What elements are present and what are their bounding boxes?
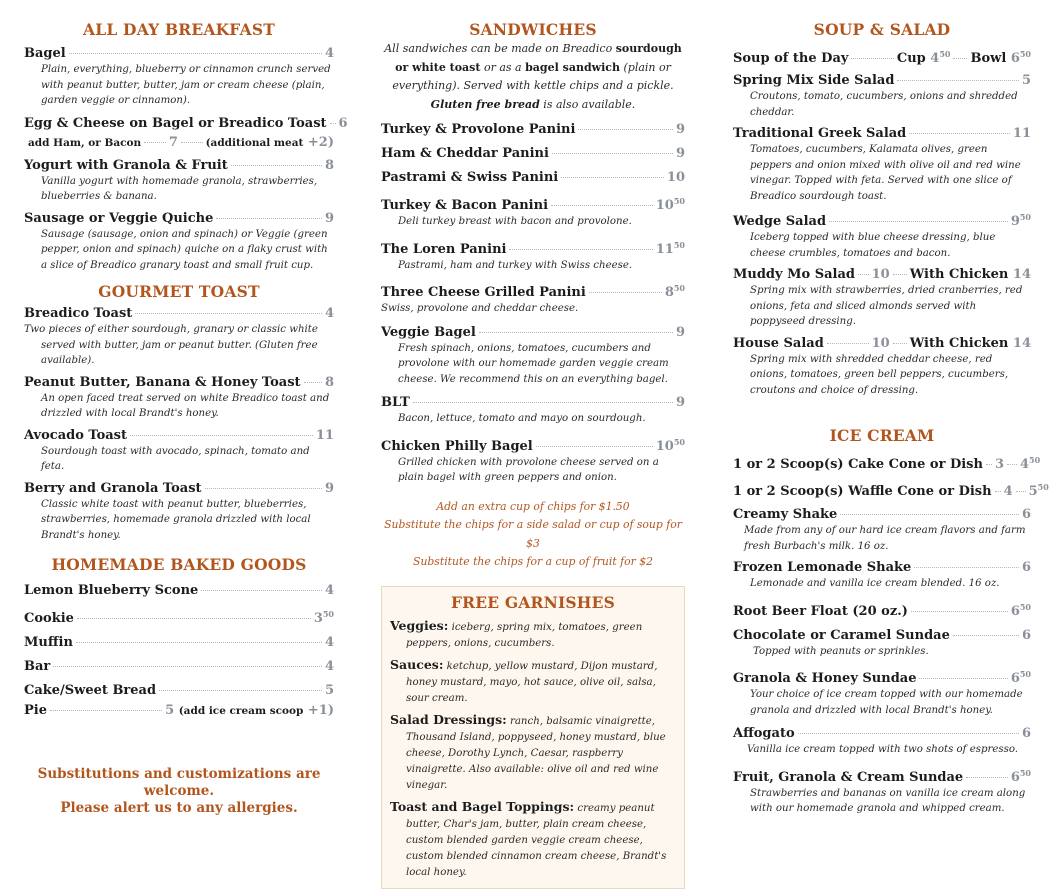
item-description: Swiss, provolone and cheddar cheese. [381,303,579,314]
item-name: Avocado Toast [24,427,128,443]
item-description: Deli turkey breast with bacon and provolone. [398,216,632,227]
item-name: Granola & Honey Sundae [733,671,917,686]
dot-leader [413,402,673,403]
menu-item-affogato [733,725,1031,758]
item-price: 8 [324,374,334,390]
item-price: 6 [1021,560,1031,575]
item-name: Spring Mix Side Salad [733,73,895,88]
dot-leader [909,133,1010,134]
cup-label: Cup [896,51,926,66]
item-name: Soup of the Day [733,51,849,66]
item-description: Pastrami, ham and turkey with Swiss cheese. [398,259,633,271]
item-description: Strawberries and bananas on vanilla ice cream along with our homemade granola and whipped cream. [750,787,1026,814]
chicken-price: 14 [1012,335,1031,351]
item-price: 9 [675,324,685,340]
item-name: Chicken Philly Bagel [381,438,533,454]
item-description: Classic white toast with peanut butter, blueberries, strawberries, homemade granola drizzled with local Brandt's honey. [41,498,311,541]
addon-extra-price: +2) [307,134,334,150]
menu-item-fruit-sundae [733,765,1031,817]
price-one-scoop: 4 [1003,484,1013,499]
garnish-item: Veggies: iceberg, spring mix, tomatoes, green peppers, onions, cucumbers. [390,617,643,649]
dot-leader [919,678,1007,679]
item-name: Berry and Granola Toast [24,480,202,496]
item-name: The Loren Panini [381,241,507,257]
item-name: Chocolate or Caramel Sundae [733,627,950,643]
item-name: Egg & Cheese on Bagel or Breadico Toast [24,115,327,131]
dot-leader [536,446,653,447]
dot-leader [216,218,322,219]
item-name: Turkey & Bacon Panini [381,198,549,213]
item-name: Veggie Bagel [381,324,476,340]
item-price: $10^{50}$ [655,196,685,213]
menu-item-loren [381,237,685,274]
sandwich-extras [381,498,685,572]
menu-item-veggie-bagel [381,324,685,388]
item-name: Lemon Blueberry Scone [24,583,199,598]
addon-extra-label: (additional meat [205,136,304,149]
icecream-title: ICE CREAM [829,426,935,445]
item-price: 9 [675,395,685,410]
pie-extra-label: (add ice cream scoop [178,705,304,717]
item-price: 9 [324,480,334,496]
item-price: $10^{50}$ [655,436,685,454]
garnish-item: Sauces: ketchup, yellow mustard, Dijon mustard, honey mustard, mayo, hot sauce, olive oil, salsa, sour cream. [390,656,658,704]
item-price: 5 [165,703,175,718]
price-two-scoop: $4^{50}$ [1020,455,1041,472]
soup-title: SOUP & SALAD [813,20,951,39]
menu-item-house-salad [733,335,1031,399]
dot-leader [552,153,673,154]
menu-item-pastrami-swiss [381,169,685,186]
dot-leader [135,313,322,314]
extra-line: Substitute the chips for a side salad or cup of soup for $3 [384,518,682,550]
menu-item-lemonade-shake [733,559,1031,592]
menu-item-ham-cheddar [381,145,685,162]
dot-leader [304,382,322,383]
item-price: 5 [1021,73,1031,88]
pie-extra-price: +1) [307,703,334,718]
garnishes-title: FREE GARNISHES [450,592,616,612]
item-price: $8^{50}$ [664,283,685,300]
item-name: Root Beer Float (20 oz.) [733,603,908,619]
item-name: Wedge Salad [733,214,827,229]
footer-note [24,766,334,817]
item-name: Sausage or Veggie Quiche [24,210,214,226]
item-name: 1 or 2 Scoop(s) Cake Cone or Dish [733,457,983,472]
item-price: 4 [324,583,334,598]
baked-title: HOMEMADE BAKED GOODS [51,555,307,574]
middle-column [381,20,685,889]
dot-leader [995,491,1001,492]
garnish-item: Salad Dressings: ranch, balsamic vinaigrette, Thousand Island, poppyseed, honey mustard, blue cheese, Dorothy Lynch, Caesar, raspberry vinaigrette. Also available: olive oil and red wine vinegar. [390,711,666,791]
item-description: Fresh spinach, onions, tomatoes, cucumbers and provolone with our homemade garden veggie cream cheese. We recommend this on an everything bagel. [398,342,669,385]
item-name: Muddy Mo Salad [733,267,855,282]
dot-leader [69,53,322,54]
item-price: 4 [324,635,334,650]
item-description: Iceberg topped with blue cheese dressing, blue cheese crumbles, tomatoes and bacon. [750,232,996,259]
menu-item-muddy-mo [733,266,1031,330]
item-name: Affogato [733,726,795,741]
item-name: Peanut Butter, Banana & Honey Toast [24,374,301,390]
toast-title: GOURMET TOAST [98,282,260,301]
dot-leader [798,733,1019,734]
item-price: 11 [315,427,334,443]
item-price: 9 [675,122,685,137]
item-name: 1 or 2 Scoop(s) Waffle Cone or Dish [733,484,992,499]
menu-item-turkey-bacon [381,193,685,230]
dot-leader [181,142,203,143]
left-column [24,20,348,817]
item-description: An open faced treat served on white Breadico toast and drizzled with local Brandt's honey. [41,392,330,419]
menu-item-three-cheese [381,280,685,317]
menu-item-cookie [24,606,334,627]
dot-leader [897,80,1019,81]
dot-leader [509,249,652,250]
menu-item-creamy-shake [733,506,1031,554]
item-name: Yogurt with Granola & Fruit [24,157,228,173]
item-price: 6 [1021,726,1031,741]
dot-leader [893,343,907,344]
menu-item-avocado-toast [24,427,334,475]
item-name: Cake/Sweet Bread [24,683,157,698]
dot-leader [953,635,1019,636]
item-name: Fruit, Granola & Cream Sundae [733,769,964,785]
menu-item-yogurt [24,157,334,205]
item-price: 4 [324,46,334,61]
dot-leader [53,666,322,667]
item-name: House Salad [733,335,824,351]
menu-item-bagel [24,45,334,109]
dot-leader [858,274,869,275]
item-name: Pastrami & Swiss Panini [381,170,559,185]
dot-leader [829,221,1008,222]
dot-leader [76,642,322,643]
chicken-price: 14 [1012,267,1031,282]
cup-price: $4^{50}$ [930,49,951,66]
item-name: Bagel [24,46,66,61]
item-name: Muffin [24,635,73,650]
dot-leader [578,129,673,130]
menu-item-breadico-toast [24,305,334,369]
addon-price: 7 [168,134,178,150]
dot-leader [159,690,322,691]
dot-leader [1016,491,1026,492]
dot-leader [827,343,869,344]
item-name: Frozen Lemonade Shake [733,560,912,575]
item-description: Spring mix with shredded cheddar cheese, red onions, tomatoes, green bell peppers, cucumbers, croutons and choice of dressing. [750,353,1009,396]
item-price: 10 [666,170,685,185]
item-name: Creamy Shake [733,507,838,522]
item-name: Three Cheese Grilled Panini [381,285,586,300]
addon-label: add Ham, or Bacon [28,136,142,149]
dot-leader [130,435,313,436]
dot-leader [911,611,1008,612]
item-name: Traditional Greek Salad [733,126,907,141]
menu-item-soup-of-day [733,46,1031,67]
dot-leader [953,58,967,59]
item-description: Grilled chicken with provolone cheese served on a plain bagel with green peppers and onion. [398,456,659,483]
menu-item-cake-cone [733,452,1041,473]
item-price: 4 [324,659,334,674]
item-price: $11^{50}$ [655,239,685,257]
menu-item-granola-sundae [733,666,1031,718]
sandwiches-intro: All sandwiches can be made on Breadico sourdough or white toast or as a bagel sandwich (plain or everything). Served with kettle chips and a pickle. Gluten free bread is also available. [384,42,682,111]
menu-item-muffin [24,634,334,651]
menu-item-egg-cheese [24,115,348,152]
item-name: Cookie [24,611,74,626]
dot-leader [205,488,322,489]
chicken-label: With Chicken [909,267,1009,282]
item-description: Vanilla ice cream topped with two shots of espresso. [747,744,1019,755]
item-price: 9 [324,210,334,226]
item-description: Made from any of our hard ice cream flavors and farm fresh Burbach's milk. 16 oz. [744,525,1026,552]
item-name: Turkey & Provolone Panini [381,122,576,137]
item-price: 8 [324,157,334,173]
menu-item-root-beer-float [733,599,1031,620]
extra-line: Add an extra cup of chips for $1.50 [436,499,630,513]
menu-item-pb-banana-toast [24,374,334,422]
item-price: 4 [324,306,334,321]
addon-row [24,134,334,152]
dot-leader [479,332,673,333]
chicken-label: With Chicken [909,335,1009,351]
item-price: $3^{50}$ [313,609,334,626]
item-name: Ham & Cheddar Panini [381,146,549,161]
price-two-scoop: $5^{50}$ [1028,482,1049,499]
item-price: 6 [338,115,348,131]
breakfast-title: ALL DAY BREAKFAST [83,20,275,39]
menu-item-quiche [24,210,334,274]
dot-leader [966,777,1008,778]
sandwiches-title: SANDWICHES [469,20,597,39]
item-description: Two pieces of either sourdough, granary or classic white served with butter, jam or peanut butter. (Gluten free available). [24,324,318,366]
item-price: 11 [1012,126,1031,141]
dot-leader [851,58,893,59]
dot-leader [330,123,336,124]
dot-leader [77,618,311,619]
item-description: Sausage (sausage, onion and spinach) or Veggie (green pepper, onion and spinach) quiche on a flaky crust with a slice of Breadico granary toast and small fruit cup. [41,228,328,271]
item-description: Croutons, tomato, cucumbers, onions and shredded cheddar. [750,91,1018,118]
item-price: $6^{50}$ [1010,767,1031,785]
footer-line: Please alert us to any allergies. [60,800,298,816]
menu-item-scone [24,582,334,599]
item-name: Breadico Toast [24,306,133,321]
garnish-item: Toast and Bagel Toppings: creamy peanut butter, Char's jam, butter, plain cream cheese, custom blended garden veggie cream cheese, custom blended cinnamon cream cheese, Brandt's local honey. [390,798,667,878]
item-description: Your choice of ice cream topped with our homemade granola and drizzled with local Brandt's honey. [750,689,1023,716]
menu-item-waffle-cone [733,479,1049,500]
footer-line: Substitutions and customizations are welcome. [37,766,321,799]
menu-item-turkey-provolone [381,121,685,138]
bowl-label: Bowl [970,51,1007,66]
extra-line: Substitute the chips for a cup of fruit for $2 [413,555,653,568]
item-price: $9^{50}$ [1010,212,1031,229]
item-price: 9 [675,146,685,161]
item-price: $6^{50}$ [1010,669,1031,686]
menu-item-pie [24,702,334,720]
item-price: 5 [324,683,334,698]
dot-leader [561,177,664,178]
dot-leader [914,567,1019,568]
item-name: BLT [381,395,410,410]
item-description: Plain, everything, blueberry or cinnamon crunch served with peanut butter, butter, jam or cream cheese (plain, garden veggie or cinnamon). [41,64,331,106]
menu-item-blt [381,394,685,427]
dot-leader [589,292,662,293]
item-description: Spring mix with strawberries, dried cranberries, red onions, feta and sliced almonds served with poppyseed dressing. [750,285,1023,327]
free-garnishes-box [381,586,685,889]
item-name: Bar [24,659,51,674]
menu-item-chicken-philly [381,434,685,486]
menu-item-sundae [733,627,1031,660]
price-one-scoop: 3 [994,457,1004,472]
item-price: 10 [871,335,890,351]
dot-leader [1007,464,1017,465]
right-column [733,20,1049,817]
item-price: $6^{50}$ [1010,601,1031,619]
dot-leader [50,710,162,711]
item-description: Lemonade and vanilla ice cream blended. 16 oz. [750,578,1000,589]
bowl-price: $6^{50}$ [1010,49,1031,66]
menu-item-wedge-salad [733,209,1031,261]
item-price: 6 [1021,627,1031,643]
item-price: 10 [871,267,890,282]
item-description: Topped with peanuts or sprinkles. [753,645,929,657]
item-price: 6 [1021,507,1031,522]
dot-leader [551,205,653,206]
menu-item-greek-salad [733,125,1031,204]
dot-leader [893,274,907,275]
item-description: Vanilla yogurt with homemade granola, strawberries, blueberries & banana. [41,175,318,202]
dot-leader [144,142,166,143]
dot-leader [840,514,1019,515]
menu-item-berry-toast [24,480,334,544]
item-name: Pie [24,703,47,718]
item-description: Sourdough toast with avocado, spinach, tomato and feta. [41,445,310,472]
menu-item-spring-mix [733,72,1031,120]
dot-leader [231,165,322,166]
item-description: Tomatoes, cucumbers, Kalamata olives, green peppers and onion mixed with olive oil and red wine vinegar. Topped with feta. Served with one slice of Breadico sourdough toast. [750,144,1021,202]
dot-leader [986,464,992,465]
item-description: Bacon, lettuce, tomato and mayo on sourdough. [398,413,646,424]
menu-item-bar [24,658,334,675]
menu-item-cake [24,682,334,699]
dot-leader [201,590,322,591]
